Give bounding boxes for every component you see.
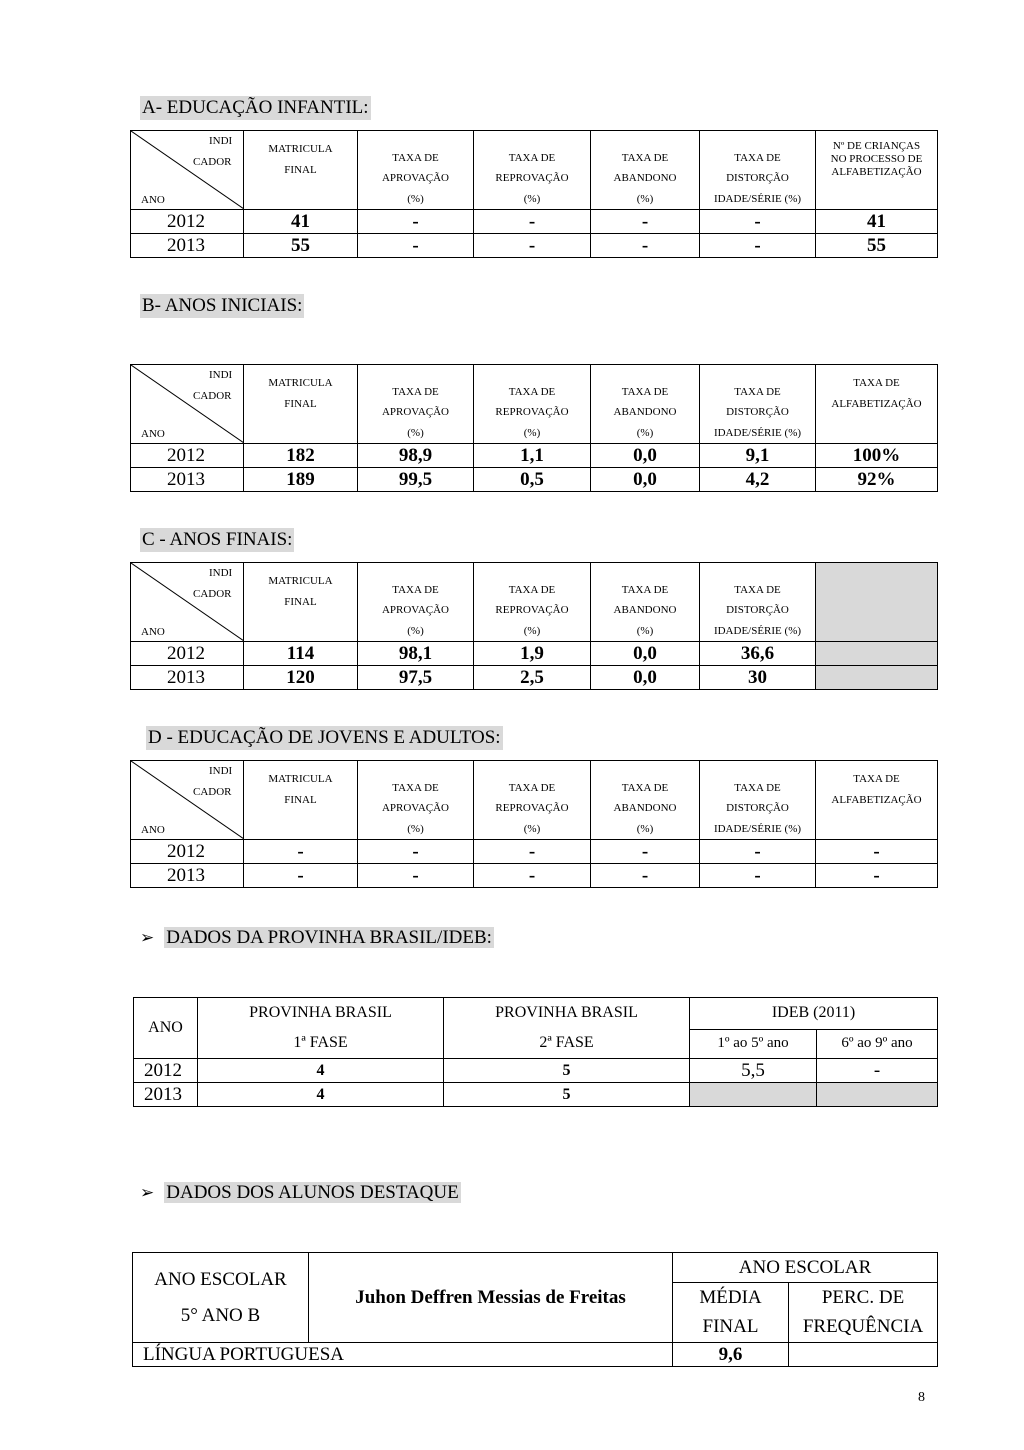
table-row: 2012 182 98,9 1,1 0,0 9,1 100% — [131, 444, 938, 468]
media-label-2: FINAL — [673, 1313, 789, 1343]
header-aprovacao: TAXA DE APROVAÇÃO (%) — [358, 131, 474, 210]
table-row: 2012 114 98,1 1,9 0,0 36,6 — [131, 642, 938, 666]
header-distorcao: TAXA DE DISTORÇÃO IDADE/SÉRIE (%) — [700, 365, 816, 444]
header-abandono: TAXA DE ABANDONO (%) — [591, 761, 700, 840]
freq-label-2: FREQUÊNCIA — [789, 1313, 938, 1343]
header-reprovacao: TAXA DE REPROVAÇÃO (%) — [474, 365, 591, 444]
aluno-name: Juhon Deffren Messias de Freitas — [309, 1253, 673, 1343]
header-distorcao: TAXA DE DISTORÇÃO IDADE/SÉRIE (%) — [700, 761, 816, 840]
cador-label: CADOR — [193, 588, 232, 600]
ideb-sub-2: 6º ao 9º ano — [817, 1029, 938, 1058]
header-alfabetizacao: TAXA DE ALFABETIZAÇÃO — [816, 365, 938, 444]
ano-label: ANO — [141, 824, 165, 836]
ano-label: ANO — [141, 194, 165, 206]
header-reprovacao: TAXA DE REPROVAÇÃO (%) — [474, 563, 591, 642]
col-pb2-header: PROVINHA BRASIL 2ª FASE — [444, 998, 690, 1059]
cador-label: CADOR — [193, 156, 232, 168]
table-row: 2013 120 97,5 2,5 0,0 30 — [131, 666, 938, 690]
header-matricula: MATRICULA FINAL — [244, 563, 358, 642]
table-anos-finais — [130, 562, 938, 690]
header-criancas: Nº DE CRIANÇAS NO PROCESSO DE ALFABETIZAÇÃO — [816, 131, 938, 210]
section-d-title: D - EDUCAÇÃO DE JOVENS E ADULTOS: — [148, 727, 501, 748]
table-eja — [130, 760, 938, 888]
section-a-title: A- EDUCAÇÃO INFANTIL: — [142, 97, 369, 118]
table-row: 2013 55 - - - - 55 — [131, 234, 938, 258]
provinha-title: DADOS DA PROVINHA BRASIL/IDEB: — [166, 927, 492, 948]
cador-label: CADOR — [193, 786, 232, 798]
col-ano-header: ANO — [134, 998, 198, 1059]
destaque-heading — [140, 1181, 461, 1205]
media-label-1: MÉDIA — [673, 1283, 789, 1313]
indi-label: INDI — [209, 135, 233, 147]
table-row: 2012 - - - - - - — [131, 840, 938, 864]
page-number: 8 — [918, 1390, 925, 1405]
header-alfabetizacao: TAXA DE ALFABETIZAÇÃO — [816, 761, 938, 840]
header-distorcao: TAXA DE DISTORÇÃO IDADE/SÉRIE (%) — [700, 563, 816, 642]
arrow-bullet-icon: ➢ — [140, 1183, 155, 1202]
indi-label: INDI — [209, 567, 233, 579]
table-row: 2013 189 99,5 0,5 0,0 4,2 92% — [131, 468, 938, 492]
table-row: LÍNGUA PORTUGUESA 9,6 — [133, 1343, 938, 1367]
header-reprovacao: TAXA DE REPROVAÇÃO (%) — [474, 131, 591, 210]
table-educacao-infantil — [130, 130, 938, 258]
header-aprovacao: TAXA DE APROVAÇÃO (%) — [358, 365, 474, 444]
ideb-sub-1: 1º ao 5º ano — [690, 1029, 817, 1058]
ano-escolar-right: ANO ESCOLAR — [673, 1253, 938, 1283]
header-aprovacao: TAXA DE APROVAÇÃO (%) — [358, 563, 474, 642]
header-matricula: MATRICULA FINAL — [244, 761, 358, 840]
header-matricula: MATRICULA FINAL — [244, 365, 358, 444]
provinha-heading — [140, 926, 494, 950]
header-aprovacao: TAXA DE APROVAÇÃO (%) — [358, 761, 474, 840]
section-c-title: C - ANOS FINAIS: — [142, 529, 293, 550]
indi-label: INDI — [209, 765, 233, 777]
table-destaque — [132, 1252, 938, 1367]
freq-label-1: PERC. DE — [789, 1283, 938, 1313]
cador-label: CADOR — [193, 390, 232, 402]
table-row: 2013 4 5 — [134, 1083, 938, 1107]
header-abandono: TAXA DE ABANDONO (%) — [591, 131, 700, 210]
arrow-bullet-icon: ➢ — [140, 928, 155, 947]
ano-label: ANO — [141, 626, 165, 638]
table-provinha — [133, 997, 938, 1107]
ano-escolar-cell: ANO ESCOLAR 5° ANO B — [133, 1253, 309, 1343]
indi-label: INDI — [209, 369, 233, 381]
col-ideb-header: IDEB (2011) — [690, 998, 938, 1030]
destaque-title: DADOS DOS ALUNOS DESTAQUE — [166, 1182, 459, 1203]
table-row: 2012 4 5 5,5 - — [134, 1059, 938, 1083]
header-abandono: TAXA DE ABANDONO (%) — [591, 365, 700, 444]
table-row: 2013 - - - - - - — [131, 864, 938, 888]
header-reprovacao: TAXA DE REPROVAÇÃO (%) — [474, 761, 591, 840]
header-distorcao: TAXA DE DISTORÇÃO IDADE/SÉRIE (%) — [700, 131, 816, 210]
section-b-title: B- ANOS INICIAIS: — [142, 295, 303, 316]
header-abandono: TAXA DE ABANDONO (%) — [591, 563, 700, 642]
col-pb1-header: PROVINHA BRASIL 1ª FASE — [198, 998, 444, 1059]
header-matricula: MATRICULA FINAL — [244, 131, 358, 210]
ano-label: ANO — [141, 428, 165, 440]
table-row: 2012 41 - - - - 41 — [131, 210, 938, 234]
empty-grey-cell — [816, 563, 938, 642]
table-anos-iniciais — [130, 364, 938, 492]
